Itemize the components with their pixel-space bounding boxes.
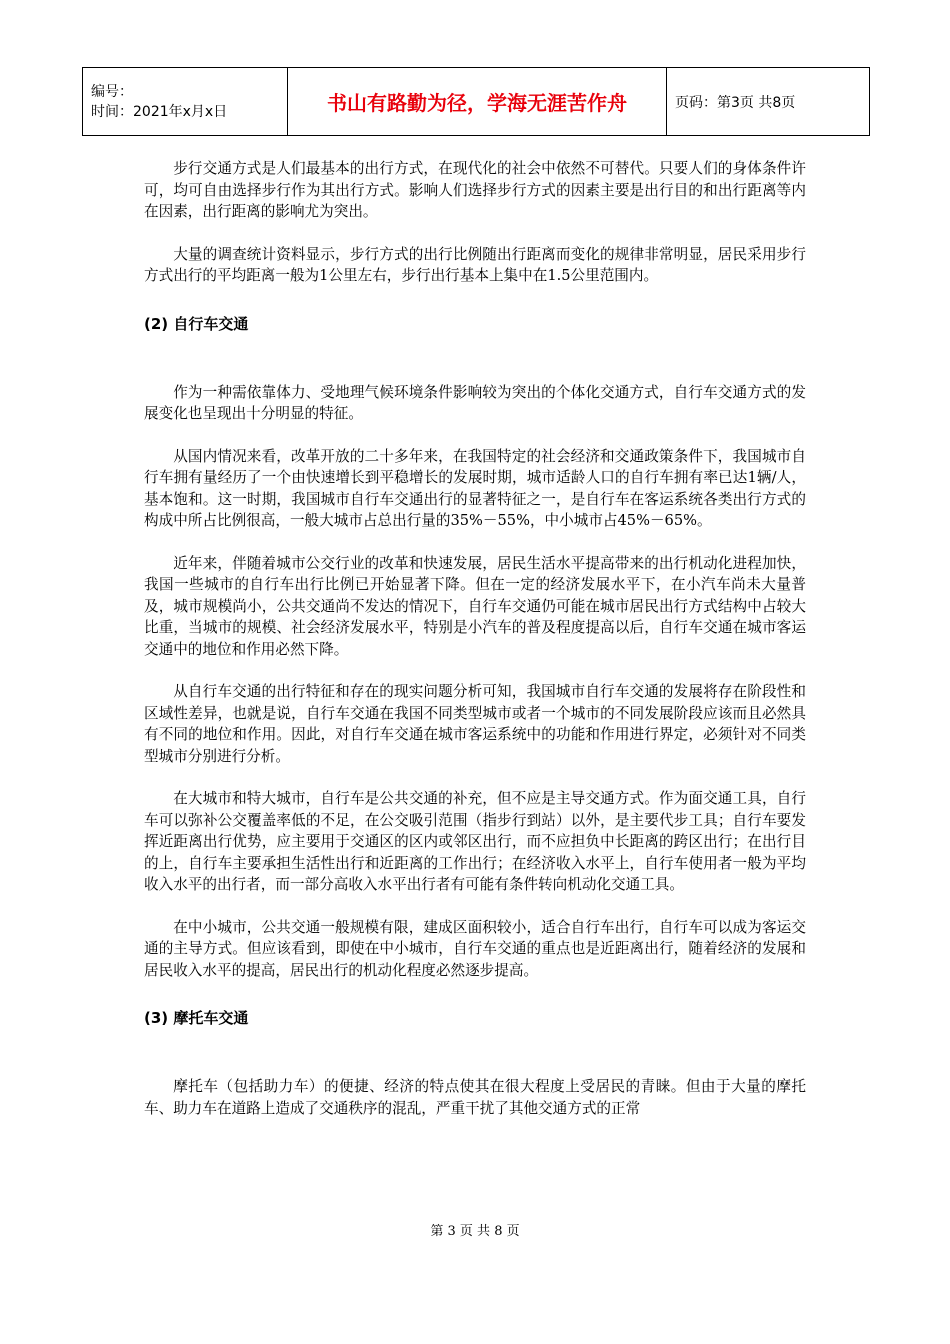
paragraph: 在大城市和特大城市，自行车是公共交通的补充，但不应是主导交通方式。作为面交通工具，自行车可以弥补公交覆盖率低的不足，在公交吸引范围（指步行到站）以外，是主要代步工具；自行车要发挥近距离出行优势，应主要用于交通区的区内或邻区出行，而不应担负中长距离的跨区出行；在出行目的上，自行车主要承担生活性出行和近距离的工作出行；在经济收入水平上，自行车使用者一般为平均收入水平的出行者，而一部分高收入水平出行者有可能有条件转向机动化交通工具。 [144, 790, 806, 893]
page-header [82, 67, 870, 136]
header-motto: 书山有路勤为径，学海无涯苦作舟 [288, 68, 667, 136]
paragraph: 从自行车交通的出行特征和存在的现实问题分析可知，我国城市自行车交通的发展将存在阶段性和区域性差异，也就是说，自行车交通在我国不同类型城市或者一个城市的不同发展阶段应该而且必然具有不同的地位和作用。因此，对自行车交通在城市客运系统中的功能和作用进行界定，必须针对不同类型城市分别进行分析。 [144, 683, 806, 765]
paragraph: 作为一种需依靠体力、受地理气候环境条件影响较为突出的个体化交通方式，自行车交通方式的发展变化也呈现出十分明显的特征。 [144, 383, 806, 422]
paragraph: 摩托车（包括助力车）的便捷、经济的特点使其在很大程度上受居民的青睐。但由于大量的摩托车、助力车在道路上造成了交通秩序的混乱，严重干扰了其他交通方式的正常 [144, 1078, 806, 1117]
paragraph: 近年来，伴随着城市公交行业的改革和快速发展，居民生活水平提高带来的出行机动化进程加快，我国一些城市的自行车出行比例已开始显著下降。但在一定的经济发展水平下，在小汽车尚未大量普及，城市规模尚小，公共交通尚不发达的情况下，自行车交通仍可能在城市居民出行方式结构中占较大比重，当城市的规模、社会经济发展水平，特别是小汽车的普及程度提高以后，自行车交通在城市客运交通中的地位和作用必然下降。 [144, 554, 806, 658]
paragraph: 从国内情况来看，改革开放的二十多年来，在我国特定的社会经济和交通政策条件下，我国城市自行车拥有量经历了一个由快速增长到平稳增长的发展时期，城市适龄人口的自行车拥有率已达1辆/人，基本饱和。这一时期，我国城市自行车交通出行的显著特征之一，是自行车在客运系统各类出行方式的构成中所占比例很高，一般大城市占总出行量的35%－55%，中小城市占45%－65%。 [144, 447, 806, 529]
document-date: 时间：2021年x月x日 [91, 103, 228, 120]
section-heading-bicycle: (2) 自行车交通 [144, 314, 249, 333]
paragraph: 步行交通方式是人们最基本的出行方式，在现代化的社会中依然不可替代。只要人们的身体条件许可，均可自由选择步行作为其出行方式。影响人们选择步行方式的因素主要是出行目的和出行距离等内在因素，出行距离的影响尤为突出。 [144, 160, 806, 220]
document-body [144, 158, 806, 1119]
section-heading-motorcycle: (3) 摩托车交通 [144, 1009, 249, 1027]
header-meta-cell [83, 68, 288, 136]
header-page-info: 页码：第3页 共8页 [667, 68, 870, 136]
page-footer: 第 3 页 共 8 页 [430, 1224, 520, 1239]
paragraph: 在中小城市，公共交通一般规模有限，建成区面积较小，适合自行车出行，自行车可以成为客运交通的主导方式。但应该看到，即使在中小城市，自行车交通的重点也是近距离出行，随着经济的发展和居民收入水平的提高，居民出行的机动化程度必然逐步提高。 [144, 918, 806, 979]
document-number-label: 编号： [91, 83, 133, 100]
paragraph: 大量的调查统计资料显示，步行方式的出行比例随出行距离而变化的规律非常明显，居民采用步行方式出行的平均距离一般为1公里左右，步行出行基本上集中在1.5公里范围内。 [144, 245, 806, 284]
